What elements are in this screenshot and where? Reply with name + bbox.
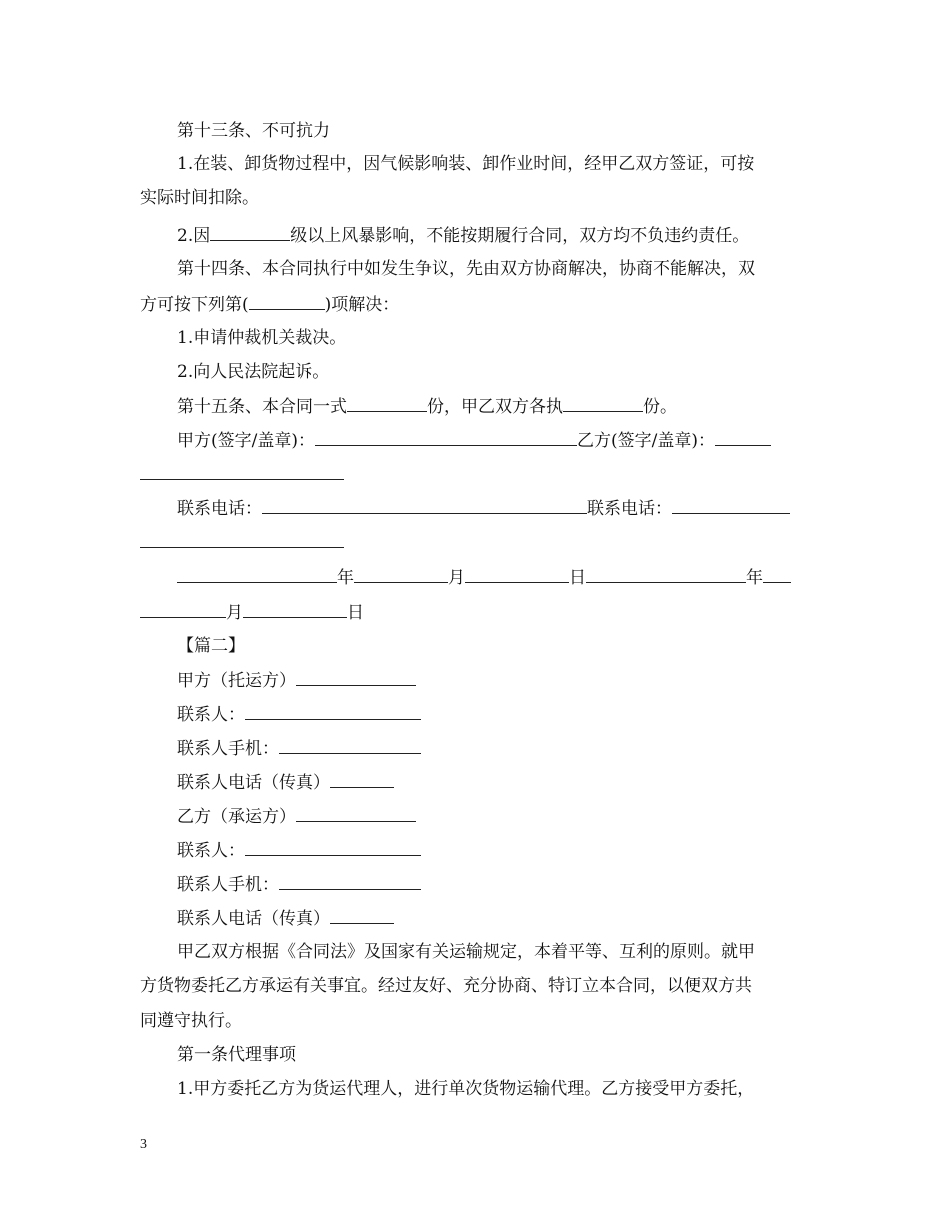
blank-field [243,601,347,618]
blank-field [347,395,427,412]
blank-field [279,873,421,890]
text: 联系人： [177,705,245,725]
article-13-title: 第十三条、不可抗力 [177,121,330,141]
page-number: 3 [140,1137,147,1152]
text: 乙方（承运方） [177,807,296,827]
phone-line-cont [140,531,344,554]
article-15 [177,395,677,418]
text: 方可按下列第( [140,295,249,315]
date-line-cont [140,601,364,624]
party-b-fax [177,907,394,930]
party-a-sign-label: 甲方(签字/盖章)： [177,431,315,451]
article-14-item-2: 2.向人民法院起诉。 [177,362,330,382]
intro-paragraph-cont: 方货物委托乙方承运有关事宜。经过友好、充分协商、特订立本合同，以便双方共 [140,976,752,996]
text: 份。 [643,397,677,417]
signature-line [177,429,771,452]
article-13-item-1: 1.在装、卸货物过程中，因气候影响装、卸作业时间，经甲乙双方签证，可按 [177,154,755,174]
article-14: 第十四条、本合同执行中如发生争议，先由双方协商解决，协商不能解决，双 [177,259,755,279]
party-a-fax [177,771,394,794]
year-label: 年 [746,568,763,588]
blank-field [177,566,337,583]
text: 份，甲乙双方各执 [427,397,563,417]
party-a-shipper [177,669,416,692]
article-14-cont [140,293,399,316]
blank-field [296,669,416,686]
blank-field [262,497,587,514]
article-13-item-1-cont: 实际时间扣除。 [140,188,259,208]
blank-field [279,737,421,754]
blank-field [715,429,771,446]
party-a-mobile [177,737,421,760]
blank-field [330,771,394,788]
blank-field [296,805,416,822]
blank-field [249,293,325,310]
text: )项解决： [324,295,400,315]
month-label: 月 [448,568,465,588]
contact-phone-label: 联系电话： [587,499,672,519]
party-b-mobile [177,873,421,896]
blank-field [315,429,577,446]
contact-phone-label: 联系电话： [177,499,262,519]
article-1-item-1: 1.甲方委托乙方为货运代理人，进行单次货物运输代理。乙方接受甲方委托， [177,1079,755,1099]
text: 联系人电话（传真） [177,773,330,793]
text: 2.因 [177,226,211,246]
blank-field [330,907,394,924]
intro-paragraph-cont: 同遵守执行。 [140,1011,242,1031]
blank-field [245,839,421,856]
party-b-contact [177,839,421,862]
month-label: 月 [226,603,243,623]
text: 甲方（托运方） [177,671,296,691]
article-13-item-2 [177,224,749,247]
article-1-title: 第一条代理事项 [177,1045,296,1065]
section-heading: 【篇二】 [177,636,245,656]
text: 联系人电话（传真） [177,909,330,929]
blank-field [140,463,344,480]
phone-line [177,497,790,520]
day-label: 日 [569,568,586,588]
signature-line-cont [140,463,344,486]
blank-field [354,566,448,583]
blank-field [140,531,344,548]
article-14-item-1: 1.申请仲裁机关裁决。 [177,328,347,348]
year-label: 年 [337,568,354,588]
blank-field [210,224,290,241]
text: 联系人手机： [177,875,279,895]
intro-paragraph: 甲乙双方根据《合同法》及国家有关运输规定，本着平等、互利的原则。就甲 [177,942,755,962]
text: 联系人手机： [177,739,279,759]
text: 联系人： [177,841,245,861]
blank-field [763,566,791,583]
blank-field [140,601,226,618]
blank-field [465,566,569,583]
date-line [177,566,791,589]
blank-field [586,566,746,583]
blank-field [245,703,421,720]
blank-field [563,395,643,412]
blank-field [672,497,790,514]
party-b-carrier [177,805,416,828]
party-a-contact [177,703,421,726]
party-b-sign-label: 乙方(签字/盖章)： [577,431,715,451]
day-label: 日 [347,603,364,623]
text: 第十五条、本合同一式 [177,397,347,417]
text: 级以上风暴影响，不能按期履行合同，双方均不负违约责任。 [290,226,750,246]
